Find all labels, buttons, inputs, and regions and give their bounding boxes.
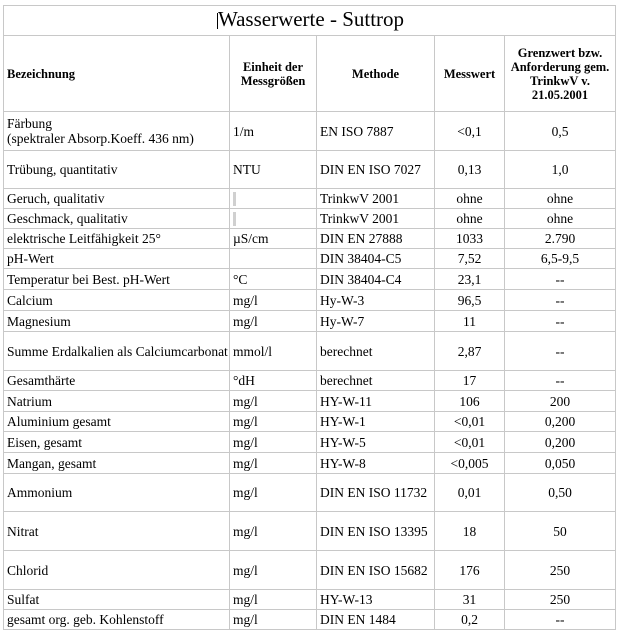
- cell-methode[interactable]: [317, 453, 435, 474]
- cell-messwert-text: 96,5: [457, 292, 482, 308]
- cell-einheit-text: mg/l: [233, 292, 258, 308]
- cell-messwert[interactable]: [435, 432, 505, 453]
- cell-methode[interactable]: [317, 474, 435, 512]
- table-row: [4, 551, 616, 590]
- cell-bezeichnung[interactable]: [4, 610, 230, 630]
- cell-grenzwert-text: 2.790: [544, 231, 576, 246]
- cell-methode[interactable]: [317, 332, 435, 371]
- cell-grenzwert[interactable]: [505, 551, 616, 590]
- cell-messwert[interactable]: [435, 512, 505, 551]
- cell-grenzwert[interactable]: [505, 290, 616, 311]
- cell-methode-text: DIN EN ISO 15682: [320, 562, 428, 578]
- cell-grenzwert-text: ohne: [546, 211, 574, 226]
- cell-grenzwert-text: 6,5-9,5: [540, 251, 580, 266]
- header-messwert[interactable]: Messwert: [435, 36, 505, 112]
- cell-einheit[interactable]: [230, 311, 317, 332]
- cell-methode-text: berechnet: [320, 373, 373, 388]
- cell-grenzwert-text: --: [555, 313, 565, 329]
- cell-grenzwert-text: --: [555, 343, 565, 359]
- cell-einheit-text: mg/l: [233, 562, 258, 578]
- cell-einheit[interactable]: [230, 112, 317, 151]
- cell-einheit-text: µS/cm: [233, 231, 269, 246]
- cell-bezeichnung[interactable]: [4, 249, 230, 269]
- cell-bezeichnung[interactable]: [4, 590, 230, 610]
- cell-messwert[interactable]: [435, 474, 505, 512]
- cell-methode[interactable]: [317, 209, 435, 229]
- cell-bezeichnung[interactable]: [4, 371, 230, 391]
- cell-einheit[interactable]: [230, 332, 317, 371]
- cell-messwert[interactable]: [435, 112, 505, 151]
- cell-grenzwert[interactable]: [505, 151, 616, 189]
- cell-einheit-text: °dH: [233, 373, 255, 388]
- cell-bezeichnung[interactable]: [4, 151, 230, 189]
- cell-bezeichnung[interactable]: [4, 209, 230, 229]
- cell-messwert[interactable]: [435, 151, 505, 189]
- cell-bezeichnung-text: Geruch, qualitativ: [7, 191, 105, 206]
- cell-messwert[interactable]: [435, 229, 505, 249]
- cell-messwert[interactable]: [435, 412, 505, 432]
- cell-messwert-text: 18: [462, 523, 477, 539]
- table-row: [4, 412, 616, 432]
- water-values-sheet: [3, 5, 615, 638]
- cell-grenzwert-text: 0,050: [544, 455, 576, 471]
- cell-messwert-text: 7,52: [457, 251, 482, 266]
- water-values-table: [3, 5, 616, 630]
- cell-einheit-text: 1/m: [233, 123, 255, 139]
- cell-einheit-text: mg/l: [233, 434, 258, 450]
- cell-messwert-text: <0,005: [450, 455, 489, 471]
- cell-einheit-text: mg/l: [233, 523, 258, 539]
- cell-einheit-text: NTU: [233, 162, 261, 177]
- cell-grenzwert-text: 250: [549, 562, 571, 578]
- cell-methode[interactable]: [317, 590, 435, 610]
- cell-grenzwert-text: --: [555, 373, 565, 388]
- cell-messwert-text: 106: [459, 393, 480, 409]
- cell-grenzwert[interactable]: [505, 189, 616, 209]
- cell-messwert[interactable]: [435, 269, 505, 290]
- table-row: [4, 610, 616, 630]
- cell-messwert[interactable]: [435, 610, 505, 630]
- header-einheit[interactable]: Einheit der Messgrößen: [230, 36, 317, 112]
- cell-methode[interactable]: [317, 229, 435, 249]
- table-row: [4, 209, 616, 229]
- cell-grenzwert[interactable]: [505, 474, 616, 512]
- cell-grenzwert[interactable]: [505, 610, 616, 630]
- cell-methode-text: DIN 38404-C4: [320, 271, 402, 287]
- cell-einheit-text: mg/l: [233, 414, 258, 429]
- cell-grenzwert[interactable]: [505, 371, 616, 391]
- cell-bezeichnung-text: Geschmack, qualitativ: [7, 211, 128, 226]
- cell-bezeichnung-text: Trübung, quantitativ: [7, 162, 118, 177]
- table-row: [4, 590, 616, 610]
- table-row: [4, 311, 616, 332]
- cell-grenzwert[interactable]: [505, 412, 616, 432]
- cell-bezeichnung-text: elektrische Leitfähigkeit 25°: [7, 231, 161, 246]
- cell-messwert-text: <0,01: [453, 434, 486, 450]
- table-row: [4, 112, 616, 151]
- cell-messwert-text: ohne: [456, 211, 483, 226]
- empty-cell-marker: [233, 192, 236, 206]
- cell-bezeichnung-text: Mangan, gesamt: [7, 455, 97, 471]
- cell-methode[interactable]: [317, 189, 435, 209]
- cell-messwert[interactable]: [435, 391, 505, 412]
- cell-methode-text: EN ISO 7887: [320, 123, 394, 139]
- cell-einheit[interactable]: [230, 189, 317, 209]
- table-row: [4, 332, 616, 371]
- cell-messwert[interactable]: [435, 371, 505, 391]
- cell-grenzwert-text: 0,200: [544, 434, 576, 450]
- cell-methode-text: HY-W-8: [320, 455, 366, 471]
- cell-bezeichnung[interactable]: [4, 189, 230, 209]
- cell-messwert[interactable]: [435, 209, 505, 229]
- cell-grenzwert[interactable]: [505, 391, 616, 412]
- cell-methode-text: HY-W-13: [320, 592, 373, 607]
- table-row: [4, 371, 616, 391]
- title-row: [4, 6, 616, 36]
- cell-methode-text: Hy-W-3: [320, 292, 365, 308]
- cell-bezeichnung-line1: Färbung: [7, 116, 52, 131]
- cell-grenzwert[interactable]: [505, 432, 616, 453]
- cell-messwert-text: 2,87: [457, 343, 482, 359]
- cell-einheit[interactable]: [230, 412, 317, 432]
- cell-bezeichnung-text: gesamt org. geb. Kohlenstoff: [7, 612, 164, 627]
- cell-methode[interactable]: [317, 249, 435, 269]
- cell-einheit[interactable]: [230, 551, 317, 590]
- table-row: [4, 229, 616, 249]
- cell-grenzwert[interactable]: [505, 249, 616, 269]
- header-bezeichnung[interactable]: Bezeichnung: [4, 36, 230, 112]
- cell-bezeichnung[interactable]: [4, 112, 230, 151]
- cell-methode[interactable]: [317, 290, 435, 311]
- cell-bezeichnung-text: Magnesium: [7, 313, 71, 329]
- cell-bezeichnung-text: Ammonium: [7, 485, 73, 500]
- cell-methode-text: HY-W-1: [320, 414, 366, 429]
- cell-messwert-text: 0,01: [457, 485, 482, 500]
- cell-methode[interactable]: [317, 151, 435, 189]
- cell-einheit[interactable]: [230, 151, 317, 189]
- cell-methode-text: HY-W-5: [320, 434, 366, 450]
- cell-bezeichnung[interactable]: [4, 551, 230, 590]
- cell-bezeichnung[interactable]: [4, 269, 230, 290]
- cell-einheit[interactable]: [230, 432, 317, 453]
- cell-messwert[interactable]: [435, 311, 505, 332]
- cell-messwert[interactable]: [435, 189, 505, 209]
- cell-bezeichnung-text: Nitrat: [7, 523, 39, 539]
- cell-messwert-text: 17: [462, 373, 477, 388]
- cell-messwert-text: 23,1: [457, 271, 482, 287]
- cell-bezeichnung[interactable]: [4, 432, 230, 453]
- cell-messwert-text: 31: [462, 592, 477, 607]
- cell-grenzwert-text: --: [555, 271, 565, 287]
- cell-bezeichnung-text: pH-Wert: [7, 251, 54, 266]
- cell-bezeichnung-text: Gesamthärte: [7, 373, 76, 388]
- cell-messwert-text: <0,01: [453, 414, 486, 429]
- cell-messwert[interactable]: [435, 551, 505, 590]
- cell-einheit[interactable]: [230, 269, 317, 290]
- table-row: [4, 453, 616, 474]
- cell-grenzwert[interactable]: [505, 112, 616, 151]
- cell-messwert[interactable]: [435, 590, 505, 610]
- cell-messwert-text: <0,1: [457, 123, 482, 139]
- cell-grenzwert-text: 250: [549, 592, 571, 607]
- cell-bezeichnung[interactable]: [4, 229, 230, 249]
- cell-bezeichnung-text: Summe Erdalkalien als Calciumcarbonat: [7, 343, 228, 359]
- cell-einheit-text: mg/l: [233, 393, 258, 409]
- cell-einheit[interactable]: [230, 453, 317, 474]
- cell-methode-text: DIN EN ISO 11732: [320, 485, 428, 500]
- cell-bezeichnung-text: Chlorid: [7, 562, 49, 578]
- cell-bezeichnung[interactable]: [4, 453, 230, 474]
- cell-methode[interactable]: [317, 610, 435, 630]
- cell-grenzwert[interactable]: [505, 512, 616, 551]
- cell-methode[interactable]: [317, 432, 435, 453]
- cell-grenzwert[interactable]: [505, 209, 616, 229]
- cell-methode[interactable]: [317, 512, 435, 551]
- cell-einheit[interactable]: [230, 391, 317, 412]
- empty-cell-marker: [233, 212, 236, 226]
- cell-methode[interactable]: [317, 311, 435, 332]
- cell-einheit-text: mg/l: [233, 485, 258, 500]
- cell-bezeichnung-line2: (spektraler Absorp.Koeff. 436 nm): [7, 131, 194, 146]
- cell-grenzwert[interactable]: [505, 229, 616, 249]
- table-row: [4, 269, 616, 290]
- cell-grenzwert[interactable]: [505, 453, 616, 474]
- cell-methode-text: berechnet: [320, 343, 373, 359]
- cell-methode-text: Hy-W-7: [320, 313, 365, 329]
- table-title-cell[interactable]: [4, 6, 616, 36]
- cell-methode-text: TrinkwV 2001: [320, 211, 400, 226]
- cell-messwert[interactable]: [435, 249, 505, 269]
- table-row: [4, 189, 616, 209]
- cell-bezeichnung[interactable]: [4, 290, 230, 311]
- cell-einheit[interactable]: [230, 209, 317, 229]
- table-row: [4, 151, 616, 189]
- table-row: [4, 432, 616, 453]
- cell-bezeichnung[interactable]: [4, 512, 230, 551]
- cell-einheit-text: mmol/l: [233, 343, 273, 359]
- cell-grenzwert-text: 0,200: [544, 414, 576, 429]
- cell-messwert-text: 176: [459, 562, 480, 578]
- cell-grenzwert-text: 50: [553, 523, 567, 539]
- cell-methode-text: DIN EN 27888: [320, 231, 403, 246]
- cell-einheit-text: mg/l: [233, 455, 258, 471]
- cell-einheit[interactable]: [230, 610, 317, 630]
- cell-grenzwert-text: --: [555, 292, 565, 308]
- cell-bezeichnung-text: Sulfat: [7, 592, 40, 607]
- cell-einheit[interactable]: [230, 249, 317, 269]
- cell-methode-text: DIN EN 1484: [320, 612, 396, 627]
- table-row: [4, 474, 616, 512]
- cell-methode[interactable]: [317, 112, 435, 151]
- table-row: [4, 512, 616, 551]
- cell-einheit[interactable]: [230, 371, 317, 391]
- cell-messwert-text: 0,2: [461, 612, 478, 627]
- cell-einheit-text: mg/l: [233, 313, 258, 329]
- header-grenzwert[interactable]: Grenzwert bzw. Anforderung gem. TrinkwV v. 21.05.2001: [505, 36, 616, 112]
- cell-bezeichnung-text: Temperatur bei Best. pH-Wert: [7, 271, 170, 287]
- cell-bezeichnung-text: Natrium: [7, 393, 52, 409]
- cell-grenzwert[interactable]: [505, 590, 616, 610]
- cell-bezeichnung-text: Calcium: [7, 292, 53, 308]
- cell-bezeichnung-text: Aluminium gesamt: [7, 414, 111, 429]
- cell-grenzwert-text: 0,50: [548, 485, 572, 500]
- cell-messwert-text: 0,13: [457, 162, 482, 177]
- cell-messwert-text: 11: [463, 313, 476, 329]
- cell-einheit[interactable]: [230, 474, 317, 512]
- cell-methode-text: DIN EN ISO 13395: [320, 523, 428, 539]
- cell-grenzwert-text: ohne: [546, 191, 574, 206]
- cell-einheit[interactable]: [230, 229, 317, 249]
- table-title: Wasserwerte - Suttrop: [217, 6, 405, 31]
- table-row: [4, 391, 616, 412]
- cell-einheit[interactable]: [230, 290, 317, 311]
- cell-einheit-text: mg/l: [233, 612, 258, 627]
- cell-messwert-text: 1033: [456, 231, 483, 246]
- cell-grenzwert[interactable]: [505, 269, 616, 290]
- cell-bezeichnung[interactable]: [4, 474, 230, 512]
- cell-einheit[interactable]: [230, 512, 317, 551]
- cell-bezeichnung[interactable]: [4, 391, 230, 412]
- cell-methode[interactable]: [317, 269, 435, 290]
- header-methode[interactable]: Methode: [317, 36, 435, 112]
- cell-messwert[interactable]: [435, 332, 505, 371]
- cell-grenzwert[interactable]: [505, 311, 616, 332]
- table-row: [4, 290, 616, 311]
- cell-messwert[interactable]: [435, 453, 505, 474]
- cell-bezeichnung[interactable]: [4, 311, 230, 332]
- cell-einheit[interactable]: [230, 590, 317, 610]
- cell-methode-text: HY-W-11: [320, 393, 372, 409]
- cell-grenzwert-text: 1,0: [551, 162, 569, 177]
- cell-methode[interactable]: [317, 551, 435, 590]
- cell-methode[interactable]: [317, 371, 435, 391]
- cell-grenzwert-text: 200: [549, 393, 571, 409]
- table-row: [4, 249, 616, 269]
- cell-grenzwert[interactable]: [505, 332, 616, 371]
- cell-methode-text: TrinkwV 2001: [320, 191, 400, 206]
- cell-methode-text: DIN 38404-C5: [320, 251, 402, 266]
- cell-methode[interactable]: [317, 412, 435, 432]
- cell-messwert[interactable]: [435, 290, 505, 311]
- header-row: [4, 36, 616, 112]
- cell-messwert-text: ohne: [456, 191, 483, 206]
- cell-einheit-text: °C: [233, 271, 248, 287]
- cell-bezeichnung[interactable]: [4, 412, 230, 432]
- cell-methode[interactable]: [317, 391, 435, 412]
- cell-bezeichnung-text: Eisen, gesamt: [7, 434, 82, 450]
- cell-methode-text: DIN EN ISO 7027: [320, 162, 421, 177]
- cell-grenzwert-text: --: [555, 612, 565, 627]
- cell-bezeichnung[interactable]: [4, 332, 230, 371]
- cell-einheit-text: mg/l: [233, 592, 258, 607]
- cell-grenzwert-text: 0,5: [551, 123, 569, 139]
